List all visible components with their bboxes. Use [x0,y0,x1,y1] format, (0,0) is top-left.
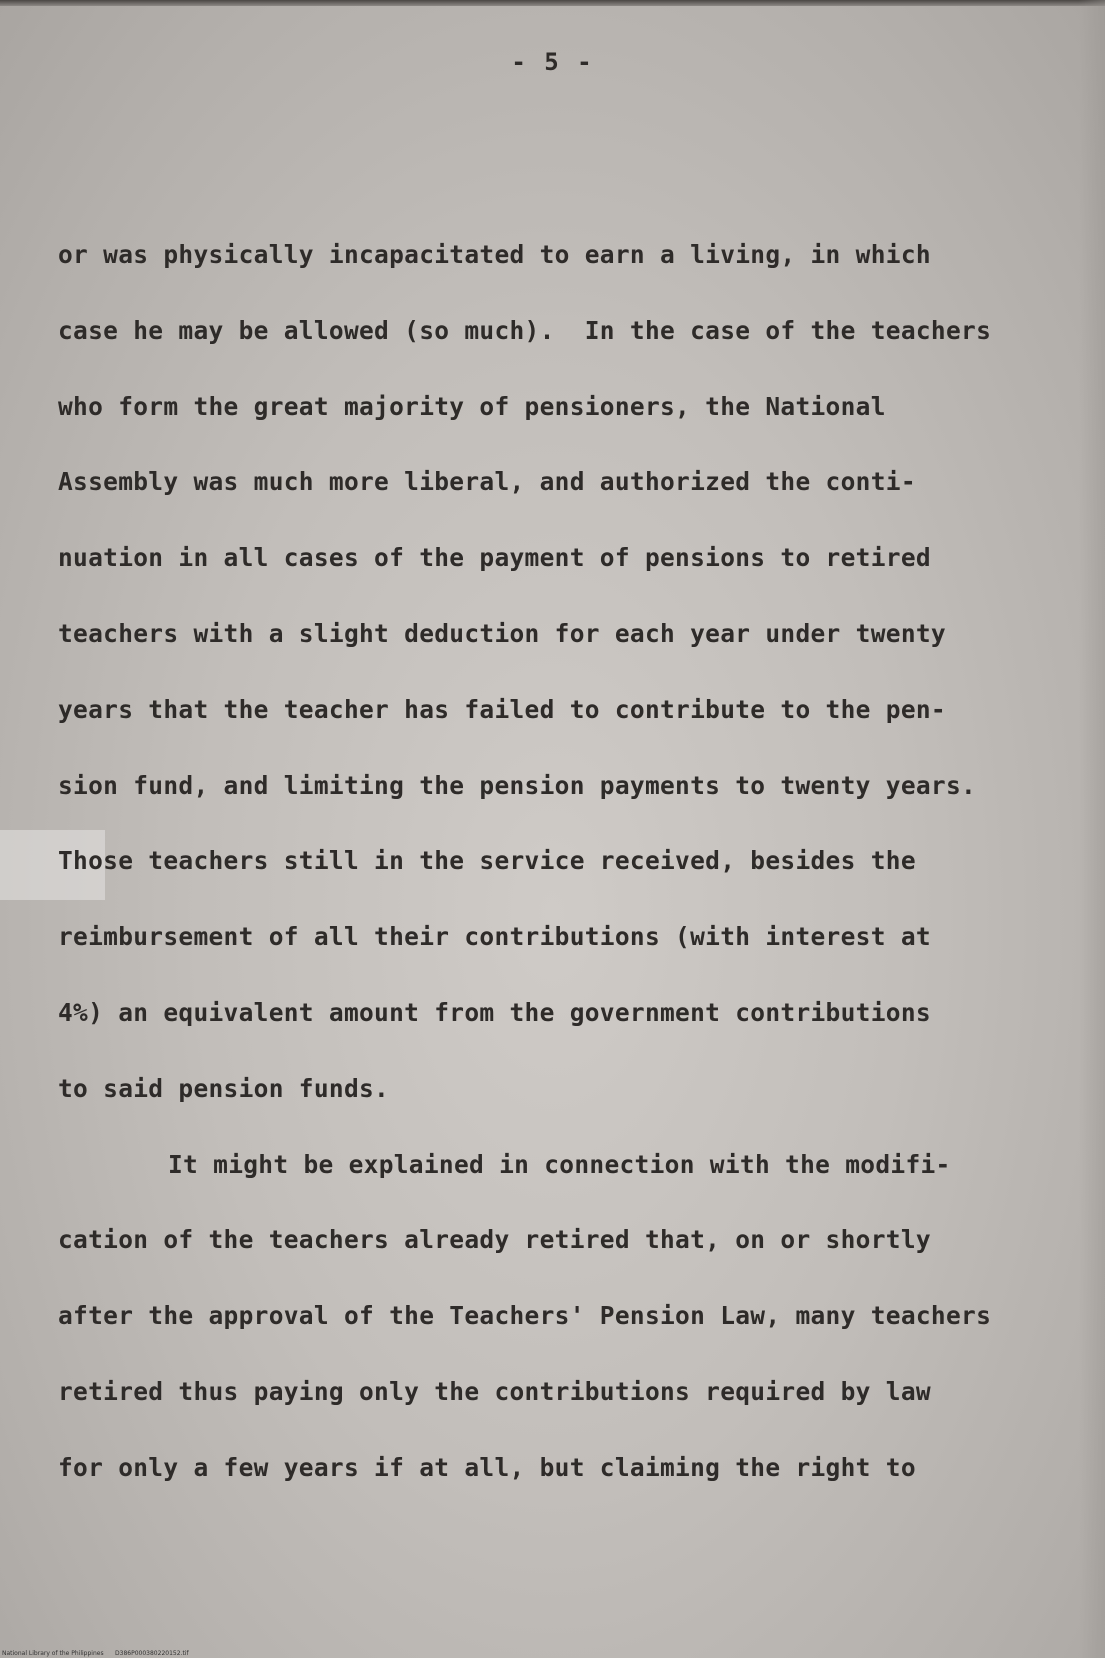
text-line: Those teachers still in the service received, besides the [58,846,916,876]
text-line: cation of the teachers already retired that, on or shortly [58,1225,931,1255]
text-line: sion fund, and limiting the pension payments to twenty years. [58,770,977,800]
text-line: who form the great majority of pensioners, the National [58,391,886,421]
text-line: years that the teacher has failed to contribute to the pen- [58,694,946,724]
footer-source: National Library of the Philippines [2,1650,104,1657]
text-line: or was physically incapacitated to earn a living, in which [58,240,931,269]
text-line: for only a few years if at all, but claiming the right to [58,1452,916,1482]
text-line: nuation in all cases of the payment of pensions to retired [58,543,931,573]
paragraph-first-line: It might be explained in connection with the modifi- [168,1149,951,1179]
text-line: 4%) an equivalent amount from the government contributions [58,997,931,1027]
text-line: case he may be allowed (so much). In the case of the teachers [58,315,992,345]
text-line: teachers with a slight deduction for each year under twenty [58,618,946,648]
text-line: to said pension funds. [58,1073,390,1103]
scan-footer [2,1650,189,1657]
text-line: Assembly was much more liberal, and authorized the conti- [58,467,916,497]
text-line: reimbursement of all their contributions (with interest at [58,922,931,952]
footer-file: D386P000380220152.tif [115,1650,189,1657]
scan-top-edge [0,0,1105,6]
body-text [58,240,1088,1529]
text-line: after the approval of the Teachers' Pension Law, many teachers [58,1301,992,1331]
page-number: - 5 - [511,48,594,76]
text-line: retired thus paying only the contributions required by law [58,1376,931,1406]
